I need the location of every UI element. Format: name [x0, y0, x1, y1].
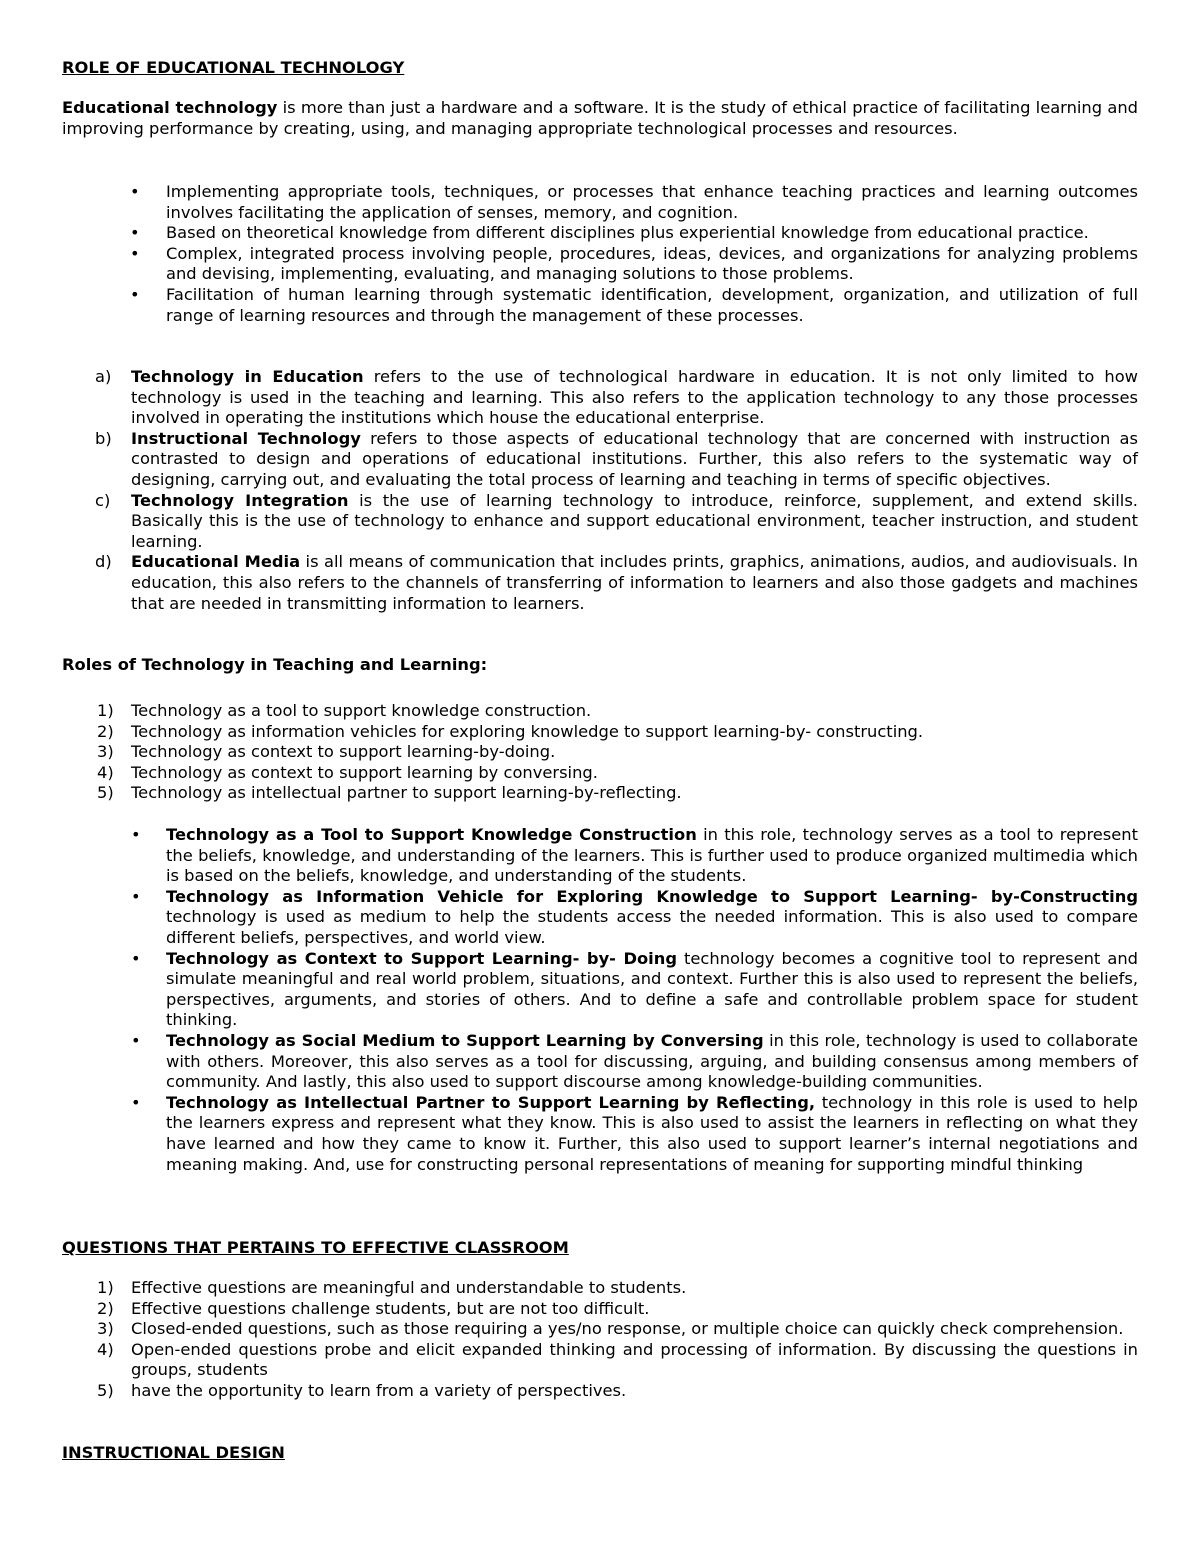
roles-list [97, 701, 1138, 804]
list-item: • Implementing appropriate tools, techniques, or processes that enhance teaching practices and learning outcomes involves facilitating the application of senses, memory, and cognition. [130, 182, 1138, 222]
intro-bullet-list [130, 182, 1138, 326]
bullet-marker: • [131, 1092, 141, 1112]
bullet-marker: • [130, 182, 140, 201]
list-item: 1) Technology as a tool to support knowledge construction. [97, 701, 592, 720]
bullet-marker: • [131, 886, 141, 906]
list-item: 5) Technology as intellectual partner to support learning-by-reflecting. [97, 783, 682, 803]
list-item: 2) Technology as information vehicles for exploring knowledge to support learning-by- constructing. [97, 721, 924, 741]
list-item: • Complex, integrated process involving people, procedures, ideas, devices, and organizations for analyzing problems and devising, implementing, evaluating, and managing solutions to those problems. [130, 243, 1138, 284]
list-item: • Technology as a Tool to Support Knowledge Construction in this role, technology serves as a tool to represent the beliefs, knowledge, and understanding of the learners. This is further used to produce organized multimedia which is based on the beliefs, knowledge, and understanding of the students. [131, 825, 1138, 886]
list-item: a) Technology in Education refers to the use of technological hardware in education. It is not only limited to how technology is used in the teaching and learning. This also refers to the application technology to any those processes involved in operating the institutions which house the educational enterprise. [95, 367, 1138, 428]
bullet-marker: • [131, 825, 141, 844]
questions-heading: QUESTIONS THAT PERTAINS TO EFFECTIVE CLASSROOM [62, 1238, 569, 1257]
list-item: • Technology as Intellectual Partner to Support Learning by Reflecting, technology in this role is used to help the learners express and represent what they know. This is also used to assist the learners in reflecting on what they have learned and how they came to know it. Further, this also used to support learner’s internal negotiations and meaning making. And, use for constructing personal representations of meaning for supporting mindful thinking [131, 1092, 1138, 1174]
questions-list [97, 1278, 1138, 1402]
list-item: 1) Effective questions are meaningful and understandable to students. [97, 1278, 687, 1297]
bullet-marker: • [131, 948, 141, 968]
definition-list [95, 367, 1138, 614]
list-item: • Technology as Context to Support Learning- by- Doing technology becomes a cognitive tool to represent and simulate meaningful and real world problem, situations, and context. Further this is also used to represent the beliefs, perspectives, arguments, and stories of others. And to define a safe and controllable problem space for student thinking. [131, 948, 1138, 1030]
list-item: 4) Open-ended questions probe and elicit expanded thinking and processing of information. By discussing the questions in groups, students [97, 1339, 1138, 1380]
intro-paragraph [62, 98, 1138, 139]
roles-heading: Roles of Technology in Teaching and Learning: [62, 655, 488, 674]
intro-text: is more than just a hardware and a software. It is the study of ethical practice of facilitating learning and improving performance by creating, using, and managing appropriate technological processes and resources. [62, 98, 1138, 138]
bullet-marker: • [130, 243, 140, 263]
list-item: b) Instructional Technology refers to those aspects of educational technology that are concerned with instruction as contrasted to design and operations of educational institutions. Further, this also refers to the systematic way of designing, carrying out, and evaluating the total process of learning and teaching in terms of specific objectives. [95, 428, 1138, 489]
list-item: • Technology as Information Vehicle for Exploring Knowledge to Support Learning- by-Constructing technology is used as medium to help the students access the needed information. This is also used to compare different beliefs, perspectives, and world view. [131, 886, 1138, 947]
list-item: c) Technology Integration is the use of learning technology to introduce, reinforce, supplement, and extend skills. Basically this is the use of technology to enhance and support educational environment, teacher instruction, and student learning. [95, 490, 1138, 551]
page-title: ROLE OF EDUCATIONAL TECHNOLOGY [62, 58, 405, 77]
bullet-marker: • [130, 284, 140, 304]
intro-term: Educational technology [62, 98, 278, 117]
list-item: 2) Effective questions challenge students, but are not too difficult. [97, 1298, 650, 1318]
list-item: • Technology as Social Medium to Support Learning by Conversing in this role, technology is used to collaborate with others. Moreover, this also serves as a tool for discussing, arguing, and building consensus among members of community. And lastly, this also used to support discourse among knowledge-building communities. [131, 1030, 1138, 1092]
list-item: d) Educational Media is all means of communication that includes prints, graphics, animations, audios, and audiovisuals. In education, this also refers to the channels of transferring of information to learners and also those gadgets and machines that are needed in transmitting information to learners. [95, 552, 1138, 613]
list-item: 4) Technology as context to support learning by conversing. [97, 762, 598, 782]
role-details-list [131, 825, 1138, 1175]
list-item: • Based on theoretical knowledge from different disciplines plus experiential knowledge from educational practice. [130, 223, 1089, 243]
bullet-marker: • [131, 1030, 141, 1050]
list-item: 5) have the opportunity to learn from a variety of perspectives. [97, 1380, 627, 1400]
list-item: 3) Technology as context to support learning-by-doing. [97, 742, 556, 762]
bullet-marker: • [130, 223, 140, 243]
list-item: • Facilitation of human learning through systematic identification, development, organization, and utilization of full range of learning resources and through the management of these processes. [130, 284, 1138, 325]
instructional-design-heading: INSTRUCTIONAL DESIGN [62, 1443, 285, 1462]
list-item: 3) Closed-ended questions, such as those requiring a yes/no response, or multiple choice can quickly check comprehension. [97, 1319, 1124, 1339]
